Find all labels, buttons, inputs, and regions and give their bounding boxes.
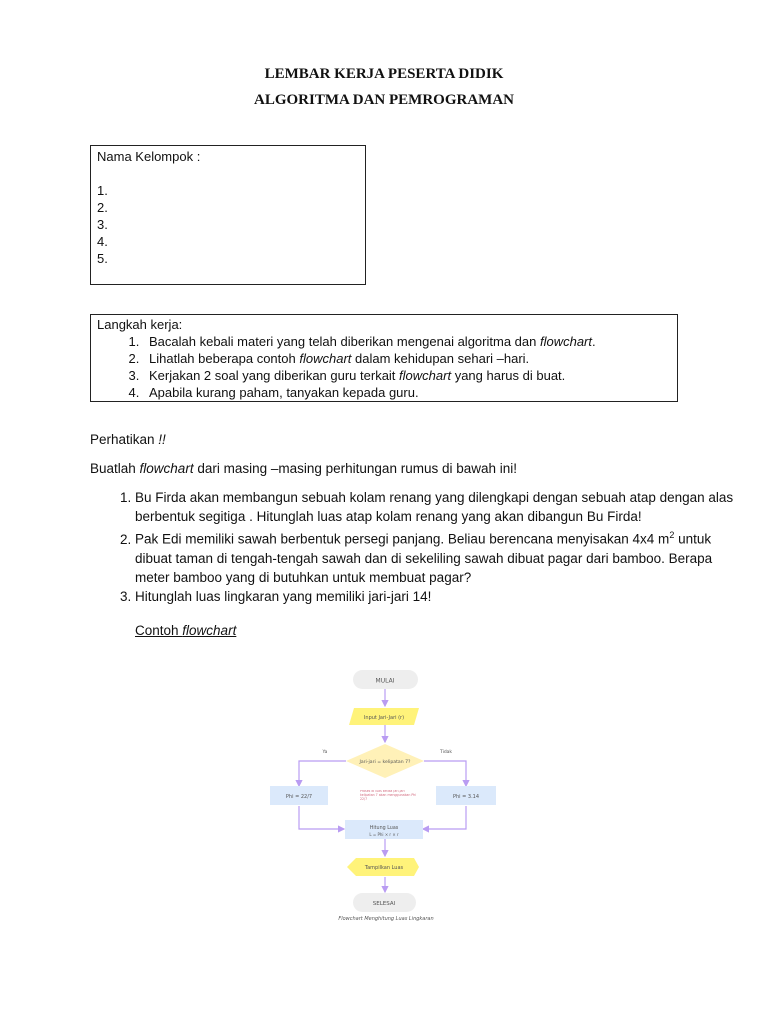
input-label: Input Jari-Jari (r) [363, 715, 405, 721]
member-line-1: 1. [97, 183, 108, 198]
page-title-line-1: LEMBAR KERJA PESERTA DIDIK [264, 66, 504, 82]
process-formula: L = Phi × r × r [369, 832, 399, 837]
notice-text: Perhatikan !! [90, 432, 166, 447]
process-title: Hitung Luas [369, 826, 399, 831]
page-title-line-2: ALGORITMA DAN PEMROGRAMAN [254, 92, 514, 108]
question-item-1: 1. Bu Firda akan membangun sebuah kolam renang yang dilengkapi dengan sebuah atap dengan alas berbentuk segitiga . Hitunglah luas atap kolam renang yang akan dibangun Bu Firda! [135, 488, 735, 526]
output-label: Tampilkan Luas [364, 865, 404, 871]
flowchart-figure [268, 666, 502, 928]
end-label: SELESAI [372, 901, 396, 907]
question-item-2: 2. Pak Edi memiliki sawah berbentuk persegi panjang. Beliau berencana menyisakan 4x4 $m^2$ untuk dibuat taman di tengah-tengah sawah dan di sekeliling sawah dibuat pagar dari bamboo. Berapa meter bamboo yang di butuhkan untuk membuat pagar? [135, 526, 735, 587]
arrow-decision-no [424, 761, 466, 786]
yes-label: Ya [322, 750, 328, 755]
instruction-text: Buatlah flowchart dari masing –masing perhitungan rumus di bawah ini! [90, 461, 518, 476]
steps-label: Langkah kerja: [97, 317, 183, 332]
start-label: MULAI [375, 677, 395, 685]
group-label: Nama Kelompok : [97, 149, 201, 164]
step-item: 1. Bacalah kebali materi yang telah diberikan mengenai algoritma dan flowchart. [143, 333, 671, 350]
arrow-no-process [423, 806, 466, 829]
arrow-yes-process [299, 806, 344, 829]
pi-yes-label: Phi = 22/7 [285, 794, 313, 800]
questions-list [90, 488, 735, 606]
decision-label: Jari-jari = kelipatan 7? [359, 760, 411, 765]
step-item: 2. Lihatlah beberapa contoh flowchart dalam kehidupan sehari –hari. [143, 350, 671, 367]
no-label: Tidak [439, 750, 453, 755]
steps-box [90, 314, 678, 402]
step-item: 3. Kerjakan 2 soal yang diberikan guru terkait flowchart yang harus di buat. [143, 367, 671, 384]
flowchart-note: Proses di luas ketika Jari-jari kelipatan 7 akan menggunakan Phi 22/7 [360, 790, 417, 801]
pi-no-label: Phi = 3.14 [452, 794, 480, 800]
flowchart-caption: Flowchart Menghitung Luas Lingkaran [338, 916, 434, 922]
group-box [90, 145, 366, 285]
example-heading: Contoh flowchart [135, 623, 237, 638]
member-line-2: 2. [97, 200, 108, 215]
steps-list [97, 333, 671, 401]
question-item-3: 3. Hitunglah luas lingkaran yang memiliki jari-jari 14! [135, 587, 735, 606]
arrow-decision-yes [299, 761, 346, 786]
member-line-3: 3. [97, 217, 108, 232]
step-item: 4. Apabila kurang paham, tanyakan kepada guru. [143, 384, 671, 401]
member-line-5: 5. [97, 251, 108, 266]
member-line-4: 4. [97, 234, 108, 249]
